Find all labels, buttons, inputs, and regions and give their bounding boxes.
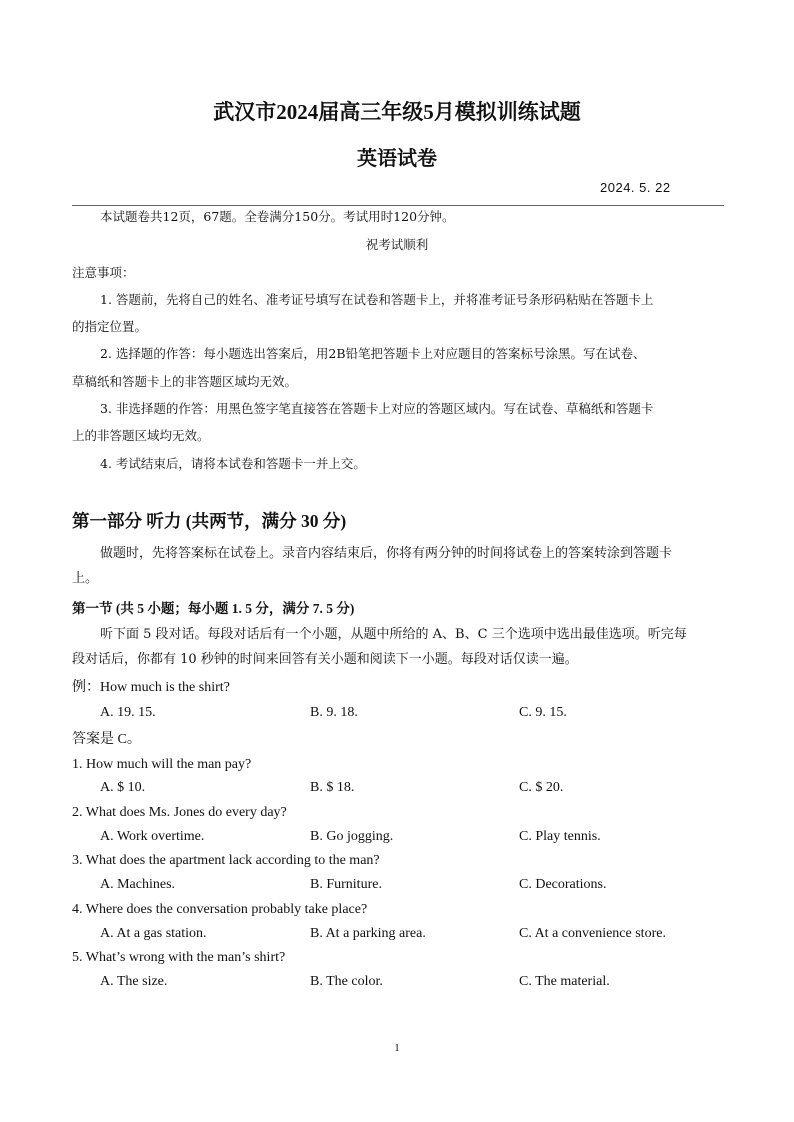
part-1-intro-line-2: 上。 [72,571,99,586]
question-3-option-a: A. Machines. [100,877,176,892]
section-1-instructions-line-2: 段对话后，你都有 10 秒钟的时间来回答有关小题和阅读下一小题。每段对话仅读一遍。 [72,652,578,667]
question-5: 5. What’s wrong with the man’s shirt? [72,950,286,965]
question-2: 2. What does Ms. Jones do every day? [72,805,287,820]
question-1-option-b: B. $ 18. [310,780,355,795]
example-option-c: C. 9. 15. [519,705,567,720]
note-3-line-2: 上的非答题区域均无效。 [72,428,210,443]
example-question: 例：How much is the shirt? [72,680,230,695]
note-1-line-2: 的指定位置。 [72,319,148,334]
note-4: 4. 考试结束后，请将本试卷和答题卡一并上交。 [100,456,366,471]
question-2-option-a: A. Work overtime. [100,829,205,844]
note-2-line-2: 草稿纸和答题卡上的非答题区域均无效。 [72,374,298,389]
question-4-option-c: C. At a convenience store. [519,926,666,941]
notes-title: 注意事项： [72,265,135,280]
example-option-b: B. 9. 18. [310,705,358,720]
part-1-intro-line-1: 做题时，先将答案标在试卷上。录音内容结束后，你将有两分钟的时间将试卷上的答案转涂到答题卡 [100,546,673,561]
question-1-option-a: A. $ 10. [100,780,146,795]
section-1-heading: 第一节 (共 5 小题；每小题 1. 5 分，满分 7. 5 分) [72,601,355,616]
exam-subtitle: 英语试卷 [357,148,437,170]
header-divider [72,205,724,206]
good-luck-wish: 祝考试顺利 [365,237,429,252]
exam-title: 武汉市2024届高三年级5月模拟训练试题 [213,100,581,124]
note-3-line-1: 3. 非选择题的作答：用黑色签字笔直接答在答题卡上对应的答题区域内。写在试卷、草稿纸和答题卡 [100,401,654,416]
question-1: 1. How much will the man pay? [72,757,252,772]
question-4-option-a: A. At a gas station. [100,926,207,941]
question-3: 3. What does the apartment lack according to the man? [72,853,380,868]
question-5-option-b: B. The color. [310,974,383,989]
example-option-a: A. 19. 15. [100,705,156,720]
question-3-option-c: C. Decorations. [519,877,607,892]
question-5-option-c: C. The material. [519,974,610,989]
exam-date: 2024. 5. 22 [600,180,671,195]
question-2-option-b: B. Go jogging. [310,829,394,844]
question-4-option-b: B. At a parking area. [310,926,426,941]
section-1-instructions-line-1: 听下面 5 段对话。每段对话后有一个小题，从题中所给的 A、B、C 三个选项中选出最佳选项。听完每 [100,627,687,642]
note-1-line-1: 1. 答题前，先将自己的姓名、准考证号填写在试卷和答题卡上，并将准考证号条形码粘贴在答题卡上 [100,292,654,307]
question-4: 4. Where does the conversation probably take place? [72,902,368,917]
question-2-option-c: C. Play tennis. [519,829,601,844]
note-2-line-1: 2. 选择题的作答：每小题选出答案后，用2B铅笔把答题卡上对应题目的答案标号涂黑。写在试卷、 [100,346,646,361]
question-1-option-c: C. $ 20. [519,780,564,795]
question-5-option-a: A. The size. [100,974,168,989]
example-answer: 答案是 C。 [72,732,141,747]
exam-summary: 本试题卷共12页，67题。全卷满分150分。考试用时120分钟。 [100,209,455,224]
page-number: 1 [394,1042,400,1054]
question-3-option-b: B. Furniture. [310,877,382,892]
part-1-heading: 第一部分 听力 (共两节，满分 30 分) [72,511,347,531]
